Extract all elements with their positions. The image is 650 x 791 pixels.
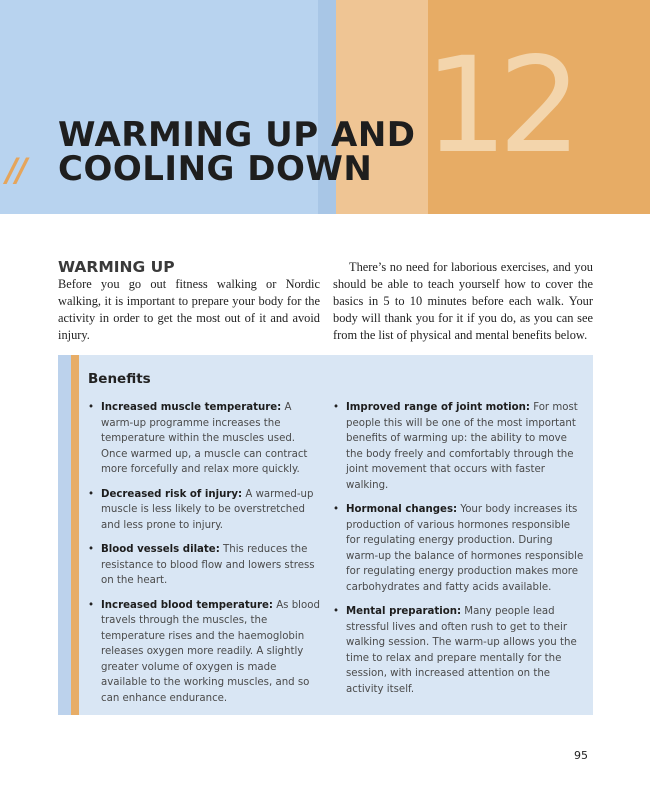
benefits-title: Benefits bbox=[88, 371, 151, 387]
benefit-text: A warm-up programme increases the temperature within the muscles used. Once warmed up, a muscle can contract more forcefully and relax more quickly. bbox=[101, 402, 308, 475]
benefit-term: Increased blood temperature: bbox=[101, 599, 273, 611]
benefits-box-blue-bar bbox=[58, 355, 71, 715]
benefit-text: Your body increases its production of various hormones responsible for regulating energy production. During warm-up the balance of hormones responsible for regulating energy production makes more carbohydrates and fatty acids available. bbox=[346, 504, 584, 593]
section-heading: WARMING UP bbox=[58, 258, 175, 276]
benefit-item bbox=[333, 400, 585, 493]
chapter-title bbox=[58, 115, 416, 189]
benefit-item bbox=[88, 487, 320, 534]
benefit-text: As blood travels through the muscles, the temperature rises and the haemoglobin releases oxygen more readily. A slightly greater volume of oxygen is made available to the working muscles, and so can enhance endurance. bbox=[101, 599, 320, 704]
benefit-item bbox=[333, 604, 585, 697]
benefit-term: Increased muscle temperature: bbox=[101, 402, 282, 413]
benefit-item bbox=[88, 542, 320, 589]
title-slash-marks: // bbox=[6, 151, 26, 189]
benefit-text: Many people lead stressful lives and often rush to get to their walking session. The warm-up allows you the time to relax and prepare mentally for the session, with increased attention on the activity itself. bbox=[346, 606, 577, 695]
benefits-box-orange-bar bbox=[71, 355, 79, 715]
chapter-title-line-2: COOLING DOWN bbox=[58, 149, 373, 189]
chapter-title-line-1: WARMING UP AND bbox=[58, 115, 416, 155]
benefit-term: Hormonal changes: bbox=[346, 504, 458, 515]
chapter-number: 12 bbox=[424, 29, 572, 183]
benefit-term: Mental preparation: bbox=[346, 606, 462, 617]
benefit-term: Decreased risk of injury: bbox=[101, 488, 243, 500]
benefit-term: Blood vessels dilate: bbox=[101, 544, 220, 555]
intro-paragraph-right: There’s no need for laborious exercises, and you should be able to teach yourself how to cover the basics in 5 to 10 minutes before each walk. Your body will thank you for it if you do, as you can see from the list of physical and mental benefits below. bbox=[333, 260, 593, 342]
benefit-text: For most people this will be one of the most important benefits of warming up: the ability to move the body freely and comfortably through the joint movement that occurs with faster walking. bbox=[346, 402, 578, 491]
benefit-item bbox=[333, 502, 585, 595]
page-number: 95 bbox=[574, 749, 588, 762]
chapter-header bbox=[0, 0, 650, 214]
benefit-item bbox=[88, 400, 320, 478]
benefit-term: Improved range of joint motion: bbox=[346, 402, 530, 413]
benefit-text: A warmed-up muscle is less likely to be overstretched and less prone to injury. bbox=[101, 488, 314, 531]
benefit-text: This reduces the resistance to blood flow and lowers stress on the heart. bbox=[101, 544, 315, 586]
benefits-list-right bbox=[333, 400, 585, 706]
benefits-box bbox=[58, 355, 593, 715]
benefits-list-left bbox=[88, 400, 320, 715]
benefit-item bbox=[88, 598, 320, 707]
intro-paragraph-left: Before you go out fitness walking or Nordic walking, it is important to prepare your body for the activity in order to get the most out of it and avoid injury. bbox=[58, 277, 320, 342]
